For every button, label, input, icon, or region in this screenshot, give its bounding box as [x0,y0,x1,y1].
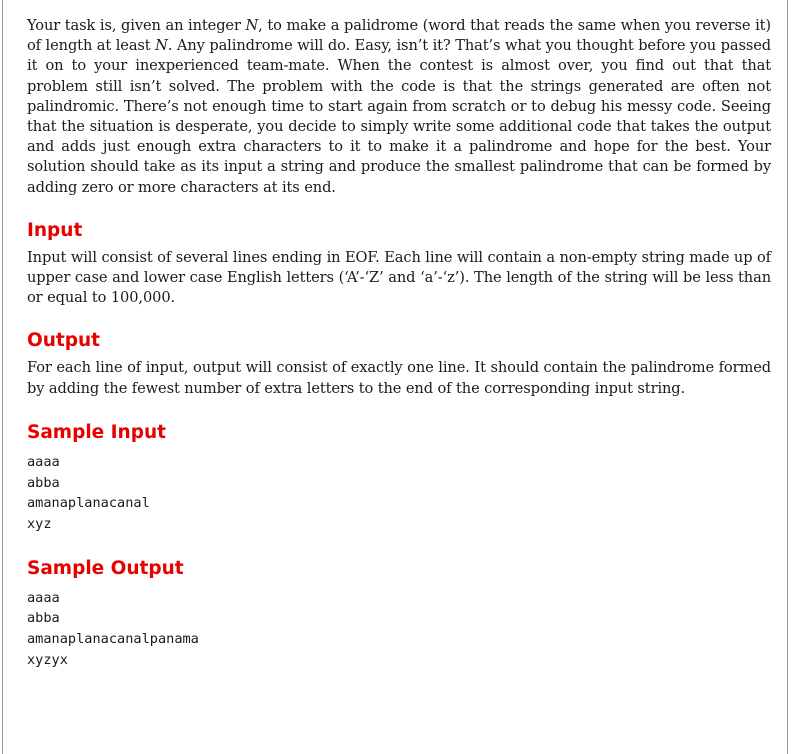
math-variable-n: N [155,37,168,55]
sample-output-line: abba [27,610,60,627]
sample-input-heading: Sample Input [27,421,166,443]
math-variable-n: N [245,17,259,34]
sample-output-heading: Sample Output [27,557,184,579]
sample-input-block [27,452,771,535]
sample-output-block [27,588,771,671]
sample-input-line: aaaa [27,453,60,470]
sample-output-line: aaaa [27,589,60,606]
output-description: For each line of input, output will consist of exactly one line. It should contain the palindrome formed by adding the fewest number of extra letters to the end of the corresponding input string. [27,359,771,397]
sample-output-line: xyzyx [27,651,68,668]
input-heading: Input [27,219,83,241]
problem-content [27,16,771,670]
sample-input-line: abba [27,474,60,491]
sample-input-line: xyz [27,515,52,532]
page-frame [2,0,788,754]
sample-input-line: amanaplanacanal [27,495,150,512]
sample-output-line: amanaplanacanalpanama [27,631,199,648]
problem-statement: Your task is, given an integer N, to make a palidrome (word that reads the same when you reverse it) of length at least N. Any palindrome will do. Easy, isn’t it? That’s what you thought before you passed it on to your inexperienced team-mate. When the contest is almost over, you find out that that problem still isn’t solved. The problem with the code is that the strings generated are often not palindromic. There’s not enough time to start again from scratch or to debug his messy code. Seeing that the situation is desperate, you decide to simply write some additional code that takes the output and adds just enough extra characters to it to make it a palindrome and hope for the best. Your solution should take as its input a string and produce the smallest palindrome that can be formed by adding zero or more characters at its end. [27,17,772,196]
input-description: Input will consist of several lines ending in EOF. Each line will contain a non-empty string made up of upper case and lower case English letters (‘A’-‘Z’ and ‘a’-‘z’). The length of the string will be less than or equal to 100,000. [27,248,771,307]
output-heading: Output [27,330,100,352]
